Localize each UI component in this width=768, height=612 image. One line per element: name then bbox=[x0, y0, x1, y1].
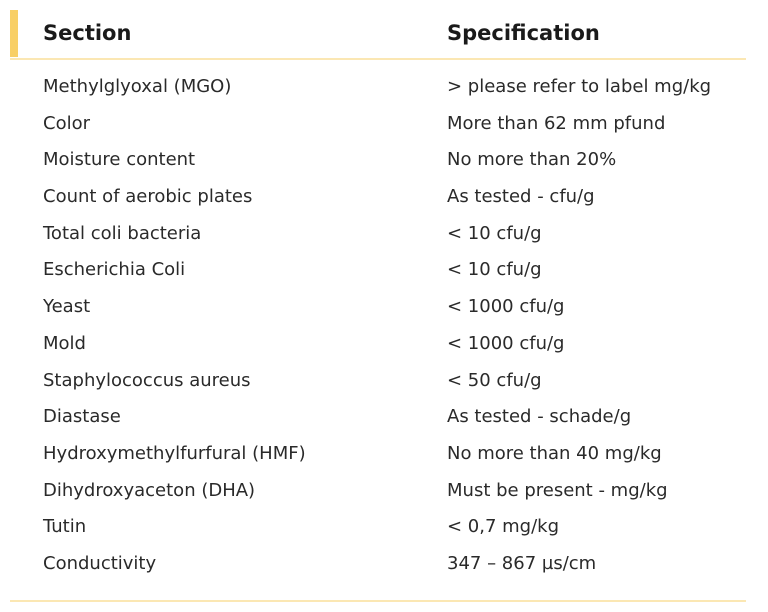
header-accent-bar bbox=[10, 10, 18, 57]
header-specification: Specification bbox=[447, 21, 600, 45]
cell-section: Count of aerobic plates bbox=[43, 186, 253, 208]
cell-section: Yeast bbox=[43, 296, 91, 318]
table-row bbox=[10, 510, 746, 547]
table-row bbox=[10, 437, 746, 474]
table-row bbox=[10, 253, 746, 290]
cell-specification: As tested - cfu/g bbox=[447, 186, 595, 208]
cell-specification: 347 – 867 µs/cm bbox=[447, 552, 597, 574]
table-row bbox=[10, 290, 746, 327]
cell-section: Total coli bacteria bbox=[43, 222, 202, 244]
table-row bbox=[10, 70, 746, 107]
table-header-row bbox=[10, 10, 746, 60]
cell-specification: < 0,7 mg/kg bbox=[447, 516, 560, 538]
header-section: Section bbox=[43, 21, 132, 45]
cell-specification: < 10 cfu/g bbox=[447, 222, 542, 244]
table-row bbox=[10, 400, 746, 437]
cell-specification: < 1000 cfu/g bbox=[447, 332, 565, 354]
table-body bbox=[10, 70, 746, 584]
cell-section: Hydroxymethylfurfural (HMF) bbox=[43, 442, 306, 464]
table-footer-rule bbox=[10, 600, 746, 602]
cell-specification: < 1000 cfu/g bbox=[447, 296, 565, 318]
table-row bbox=[10, 180, 746, 217]
cell-section: Color bbox=[43, 112, 90, 134]
table-row bbox=[10, 107, 746, 144]
cell-section: Conductivity bbox=[43, 552, 157, 574]
table-row bbox=[10, 547, 746, 584]
cell-specification: No more than 20% bbox=[447, 149, 617, 171]
cell-specification: More than 62 mm pfund bbox=[447, 112, 666, 134]
cell-section: Escherichia Coli bbox=[43, 259, 186, 281]
cell-specification: As tested - schade/g bbox=[447, 406, 632, 428]
table-row bbox=[10, 143, 746, 180]
specification-table bbox=[10, 10, 746, 574]
cell-section: Moisture content bbox=[43, 149, 196, 171]
cell-section: Methylglyoxal (MGO) bbox=[43, 76, 232, 97]
cell-section: Staphylococcus aureus bbox=[43, 369, 251, 391]
table-row bbox=[10, 217, 746, 254]
cell-specification: < 10 cfu/g bbox=[447, 259, 542, 281]
cell-specification: Must be present - mg/kg bbox=[447, 479, 668, 501]
table-row bbox=[10, 327, 746, 364]
cell-specification: > please refer to label mg/kg bbox=[447, 76, 712, 97]
cell-section: Dihydroxyaceton (DHA) bbox=[43, 479, 256, 501]
table-row bbox=[10, 474, 746, 511]
table-row bbox=[10, 364, 746, 401]
cell-specification: < 50 cfu/g bbox=[447, 369, 542, 391]
cell-section: Diastase bbox=[43, 406, 121, 428]
cell-section: Tutin bbox=[43, 516, 87, 538]
cell-section: Mold bbox=[43, 332, 86, 354]
cell-specification: No more than 40 mg/kg bbox=[447, 442, 662, 464]
